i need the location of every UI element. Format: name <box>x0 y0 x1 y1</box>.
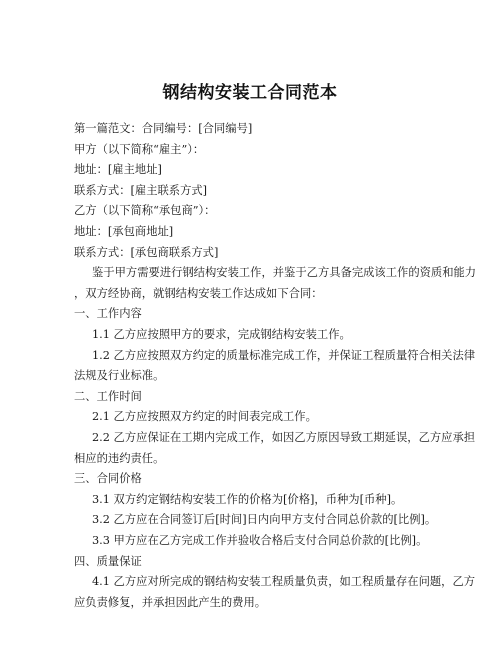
clause-4-1: 4.1 乙方应对所完成的钢结构安装工程质量负责，如工程质量存在问题，乙方 <box>92 575 476 589</box>
contract-number-line: 第一篇范文：合同编号：[合同编号] <box>74 122 253 135</box>
section-heading-1: 一、工作内容 <box>74 307 142 321</box>
clause-1-2-continued: 法规及行业标准。 <box>74 369 165 383</box>
party-b-line: 乙方（以下简称“承包商”）： <box>74 204 216 218</box>
clause-3-1: 3.1 双方约定钢结构安装工作的价格为[价格]，币种为[币种]。 <box>92 492 403 506</box>
clause-4-1-continued: 应负责修复，并承担因此产生的费用。 <box>74 595 267 609</box>
clause-3-2: 3.2 乙方应在合同签订后[时间]日内向甲方支付合同总价款的[比例]。 <box>92 513 437 527</box>
preamble-line-1: 鉴于甲方需要进行钢结构安装工作，并鉴于乙方具备完成该工作的资质和能力 <box>92 266 477 280</box>
party-a-contact-line: 联系方式：[雇主联系方式] <box>74 183 208 197</box>
preamble-line-2: ，双方经协商，就钢结构安装工作达成如下合同： <box>74 286 323 300</box>
clause-2-2-continued: 相应的违约责任。 <box>74 451 165 465</box>
clause-2-2: 2.2 乙方应保证在工期内完成工作，如因乙方原因导致工期延误，乙方应承担 <box>92 431 476 444</box>
clause-3-3: 3.3 甲方应在乙方完成工作并验收合格后支付合同总价款的[比例]。 <box>92 534 428 547</box>
section-heading-4: 四、质量保证 <box>74 554 142 568</box>
section-heading-3: 三、合同价格 <box>74 472 142 486</box>
party-b-address-line: 地址：[承包商地址] <box>74 225 174 238</box>
clause-2-1: 2.1 乙方应按照双方约定的时间表完成工作。 <box>92 410 317 424</box>
section-heading-2: 二、工作时间 <box>74 389 142 403</box>
clause-1-1: 1.1 乙方应按照甲方的要求，完成钢结构安装工作。 <box>92 328 351 341</box>
party-a-address-line: 地址：[雇主地址] <box>74 163 162 177</box>
clause-1-2: 1.2 乙方应按照双方约定的质量标准完成工作，并保证工程质量符合相关法律 <box>92 348 476 362</box>
party-a-line: 甲方（以下简称“雇主”）： <box>74 142 205 156</box>
party-b-contact-line: 联系方式：[承包商联系方式] <box>74 245 219 259</box>
document-title: 钢结构安装工合同范本 <box>162 83 338 103</box>
